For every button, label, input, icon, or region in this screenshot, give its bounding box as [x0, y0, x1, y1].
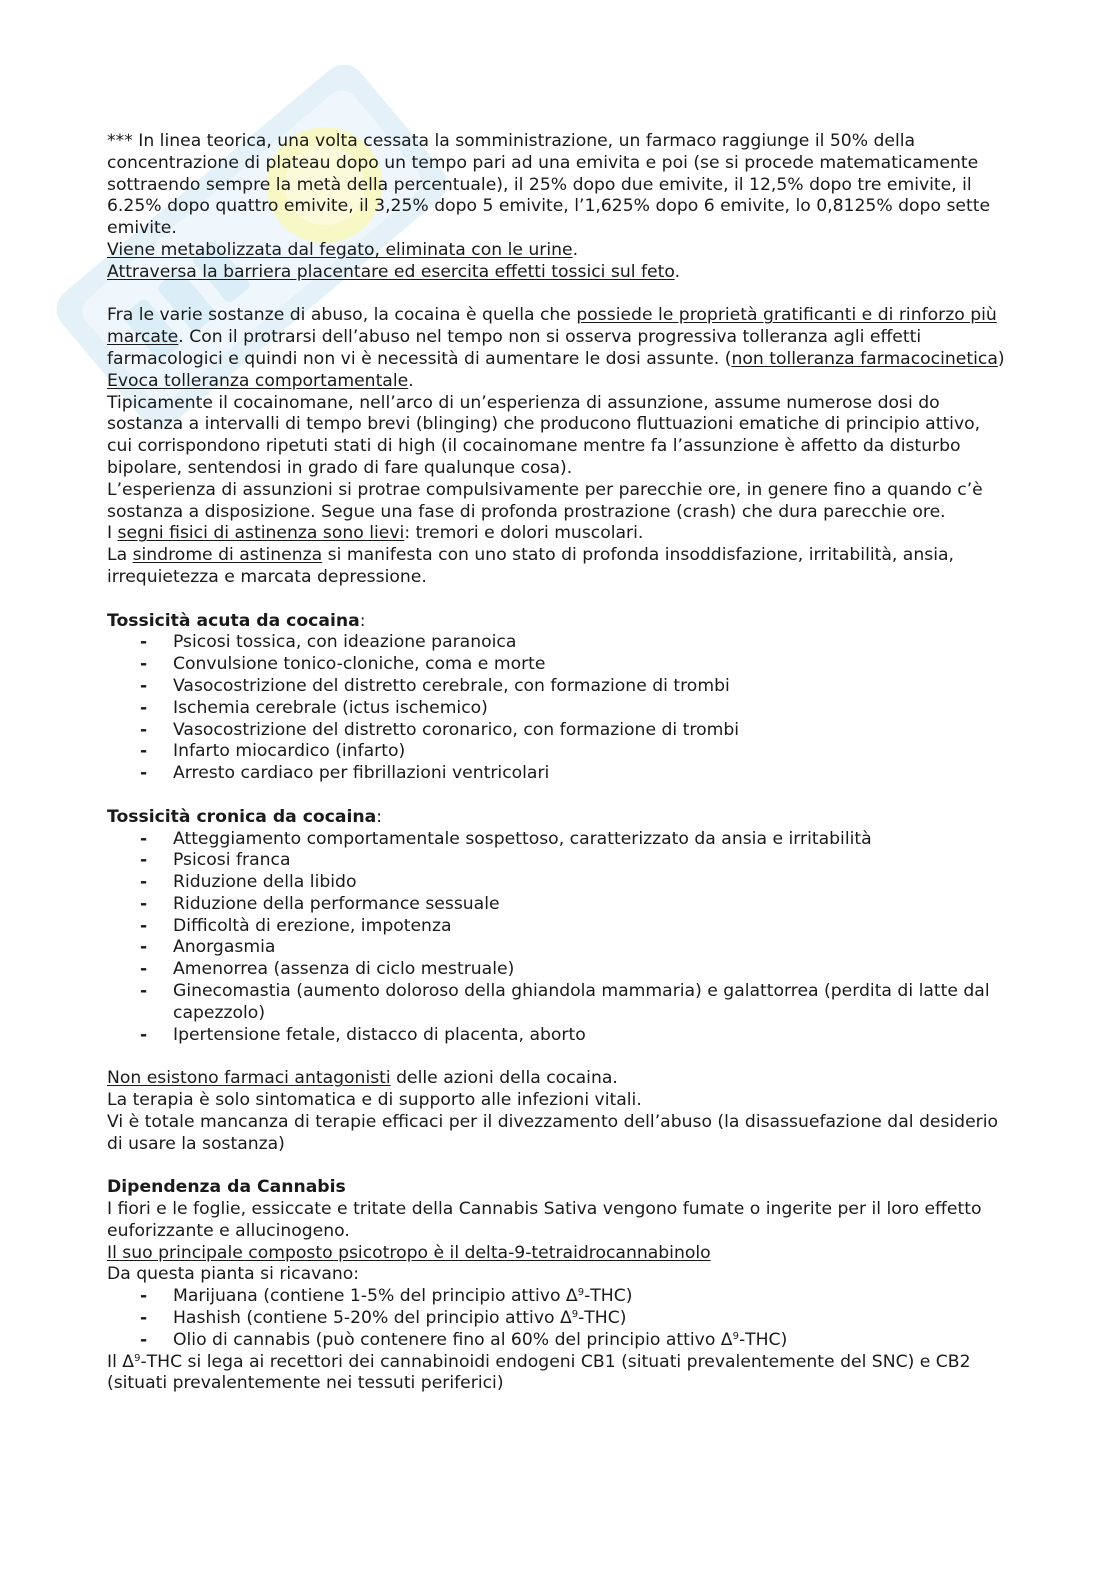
list-item: - Marijuana (contiene 1-5% del principio attivo $\Delta^9-THC$): [140, 1286, 633, 1307]
paragraph-placenta: Attraversa la barriera placentare ed esercita effetti tossici sul feto.: [107, 261, 681, 282]
heading-cannabis: Dipendenza da Cannabis: [107, 1177, 346, 1198]
paragraph-cocainomane: Tipicamente il cocainomane, nell’arco di un’esperienza di assunzione, assume numerose dosi do sostanza a intervalli di tempo brevi (blinging) che producono fluttuazioni ematiche di principio attivo, cui corrispondono ripetuti stati di high (il cocainomane mentre fa l’assunzione è affetto da disturbo bipolare, sentendosi in grado di fare qualunque cosa).: [107, 392, 981, 478]
list-tossicita-acuta: [107, 632, 1007, 785]
paragraph-sindrome-astinenza: La sindrome di astinenza si manifesta con uno stato di profonda insoddisfazione, irritabilità, ansia, irrequietezza e marcata depressione.: [107, 545, 954, 587]
list-item: - Riduzione della performance sessuale: [140, 893, 500, 914]
list-item: - Vasocostrizione del distretto cerebrale, con formazione di trombi: [140, 675, 730, 696]
paragraph-segni-astinenza: I segni fisici di astinenza sono lievi: tremori e dolori muscolari.: [107, 523, 644, 544]
paragraph-terapia: La terapia è solo sintomatica e di supporto alle infezioni vitali.: [107, 1090, 642, 1111]
paragraph-cocaina-proprieta: Fra le varie sostanze di abuso, la cocaina è quella che possiede le proprietà gratificanti e di rinforzo più marcate. Con il protrarsi dell’abuso nel tempo non si osserva progressiva tolleranza agli effetti farmacologici e quindi non vi è necessità di aumentare le dosi assunte. (non tolleranza farmacocinetica): [107, 305, 1005, 369]
underlined-text: Viene metabolizzata dal fegato, eliminata con le urine: [107, 239, 573, 260]
underlined-text: non tolleranza farmacocinetica: [731, 348, 998, 369]
underlined-text: possiede le proprietà gratificanti e di rinforzo più marcate: [107, 305, 997, 348]
heading-tossicita-acuta: Tossicità acuta da cocaina:: [107, 610, 366, 631]
list-item: - Hashish (contiene 5-20% del principio attivo $\Delta^9-THC$): [140, 1308, 627, 1329]
paragraph-emivita: *** In linea teorica, una volta cessata la somministrazione, un farmaco raggiunge il 50% della concentrazione di plateau dopo un tempo pari ad una emivita e poi (se si procede matematicamente sottraendo sempre la metà della percentuale), il 25% dopo due emivite, il 12,5% dopo tre emivite, il 6.25% dopo quattro emivite, il 3,25% dopo 5 emivite, l’1,625% dopo 6 emivite, lo 0,8125% dopo sette emivite.: [107, 131, 991, 239]
paragraph-divezzamento: Vi è totale mancanza di terapie efficaci per il divezzamento dell’abuso (la disassuefazione dal desiderio di usare la sostanza): [107, 1111, 999, 1154]
heading-tossicita-cronica: Tossicità cronica da cocaina:: [107, 806, 383, 827]
list-item: - Arresto cardiaco per fibrillazioni ventricolari: [140, 763, 550, 784]
list-item: - Psicosi tossica, con ideazione paranoica: [140, 632, 517, 653]
list-item: - Difficoltà di erezione, impotenza: [140, 915, 452, 936]
list-derivati-cannabis: [107, 1286, 1007, 1351]
paragraph-tolleranza: Evoca tolleranza comportamentale.: [107, 370, 414, 391]
underlined-text: segni fisici di astinenza sono lievi: [117, 523, 405, 544]
list-item: - Psicosi franca: [140, 850, 291, 871]
underlined-text: sindrome di astinenza: [132, 545, 323, 566]
underlined-text: Attraversa la barriera placentare ed esercita effetti tossici sul feto: [107, 261, 675, 282]
paragraph-metabolismo: Viene metabolizzata dal fegato, eliminata con le urine.: [107, 239, 579, 260]
list-item: - Infarto miocardico (infarto): [140, 741, 406, 762]
underlined-text: Il suo principale composto psicotropo è il delta-9-tetraidrocannabinolo: [107, 1242, 711, 1263]
paragraph-esperienza: L’esperienza di assunzioni si protrae compulsivamente per parecchie ore, in genere fino a quando c’è sostanza a disposizione. Segue una fase di profonda prostrazione (crash) che dura parecchie ore.: [107, 479, 983, 522]
list-item: - Amenorrea (assenza di ciclo mestruale): [140, 959, 515, 980]
paragraph-antagonisti: Non esistono farmaci antagonisti delle azioni della cocaina.: [107, 1068, 618, 1089]
paragraph-cannabis-intro: I fiori e le foglie, essiccate e tritate della Cannabis Sativa vengono fumate o ingerite per il loro effetto euforizzante e allucinogeno.: [107, 1199, 982, 1241]
list-item: - Atteggiamento comportamentale sospettoso, caratterizzato da ansia e irritabilità: [140, 828, 872, 849]
list-item: - Convulsione tonico-cloniche, coma e morte: [140, 654, 546, 675]
paragraph-recettori: Il $\Delta^9$-THC si lega ai recettori dei cannabinoidi endogeni CB1 (situati prevalentemente del SNC) e CB2 (situati prevalentemente nei tessuti periferici): [107, 1351, 971, 1394]
list-item: - Ipertensione fetale, distacco di placenta, aborto: [140, 1024, 586, 1045]
list-item: - Ginecomastia (aumento doloroso della ghiandola mammaria) e galattorrea (perdita di latte dal capezzolo): [140, 981, 990, 1023]
document-content: [107, 131, 1007, 1395]
list-item: - Ischemia cerebrale (ictus ischemico): [140, 697, 488, 718]
list-item: - Riduzione della libido: [140, 872, 357, 893]
paragraph-composto-psicotropo: [107, 1243, 1007, 1265]
list-tossicita-cronica: [107, 829, 1007, 1047]
list-item: - Anorgasmia: [140, 937, 276, 958]
list-item: - Olio di cannabis (può contenere fino al 60% del principio attivo $\Delta^9-THC$): [140, 1329, 788, 1350]
underlined-text: Evoca tolleranza comportamentale: [107, 370, 409, 391]
underlined-text: Non esistono farmaci antagonisti: [107, 1068, 391, 1089]
list-item: - Vasocostrizione del distretto coronarico, con formazione di trombi: [140, 719, 740, 740]
paragraph-ricavano: Da questa pianta si ricavano:: [107, 1264, 360, 1285]
